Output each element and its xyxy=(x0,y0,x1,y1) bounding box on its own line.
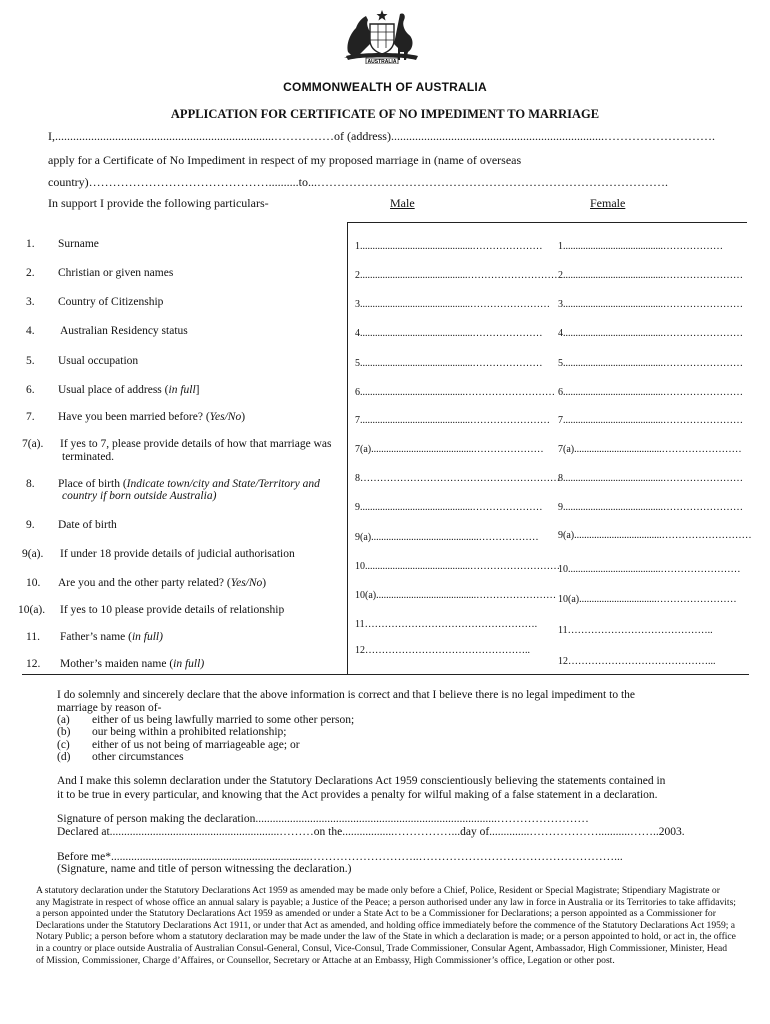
declaration-text: I do solemnly and sincerely declare that the above information is correct and that I believe there is no legal impediment to the xyxy=(57,689,635,701)
male-field[interactable]: 10(a)........................................…………………… xyxy=(355,590,557,601)
question-number: 4. xyxy=(26,325,35,337)
table-divider-top xyxy=(347,222,747,223)
male-field[interactable]: 12………………………………………….. xyxy=(355,645,530,656)
male-field[interactable]: 2...........................................……………………… xyxy=(355,270,558,281)
declaration-item-text: either of us being lawfully married to some other person; xyxy=(92,714,355,726)
question-label-cont: country if born outside Australia) xyxy=(62,490,217,502)
female-field[interactable]: 7(a)...................................…………………… xyxy=(558,444,742,455)
declaration-text-cont: marriage by reason of- xyxy=(57,702,162,714)
intro-line-name-address[interactable]: I,.........................................................................……………of (address).......................................................................………………………. xyxy=(48,129,715,143)
male-field[interactable]: 1.............................................………………… xyxy=(355,241,543,252)
witness-note: (Signature, name and title of person witnessing the declaration.) xyxy=(57,863,352,875)
female-field[interactable]: 5........................................…………………… xyxy=(558,358,743,369)
question-number: 6. xyxy=(26,384,35,396)
question-label: Surname xyxy=(58,238,99,250)
female-field[interactable]: 7........................................…………………… xyxy=(558,415,743,426)
question-label: Country of Citizenship xyxy=(58,296,164,308)
female-field[interactable]: 10(a)...............................…………………… xyxy=(558,594,737,605)
declaration-item-label: (c) xyxy=(57,739,70,751)
female-field[interactable]: 2........................................…………………… xyxy=(558,270,743,281)
table-divider-bottom xyxy=(22,674,749,675)
org-heading: COMMONWEALTH OF AUSTRALIA xyxy=(283,80,487,94)
question-number: 10(a). xyxy=(18,604,46,616)
female-field[interactable]: 10.....................................…………………… xyxy=(558,564,741,575)
form-title: APPLICATION FOR CERTIFICATE OF NO IMPEDIMENT TO MARRIAGE xyxy=(170,107,600,121)
female-field[interactable]: 12……………………………………... xyxy=(558,656,716,667)
question-number: 7(a). xyxy=(22,438,44,450)
declaration-item-text: other circumstances xyxy=(92,751,184,763)
witness-line[interactable]: Before me*.....................................................................………………………..……………………………………………... xyxy=(57,851,623,863)
coat-of-arms-icon xyxy=(340,8,424,64)
statutory-footnote: A statutory declaration under the Statutory Declarations Act 1959 as amended may be made only before a Chief, Police, Resident or Special Magistrate; Stipendiary Magistrate or any Magistrate in respect of whose office an annual salary is payable; a Justice of the Peace; a person authorised under any law in force in Australia or its Territories to take affidavits; a person appointed under the Statutory Declarations Act 1959 as amended or under a State Act to be a Commissioner for Declarations; a person appointed as a Commissioner for Declarations under the Statutory Declarations Act 1911, or under that Act as amended, and holding office immediately before the commence of the Statutory Declarations Act 1959; a Notary Public; a person before whom a statutory declaration may be made under the law of the State in which a declaration is made; or a person appointed to hold, or act in, the office in a country or place outside Australia of Australian Consul-General, Consul, Vice-Consul, Trade Commissioner, Consular Agent, Ambassador, High Commissioner, Minister, Head of Mission, Commissioner, Charge d’Affaires, or Counsellor, Secretary or Attache at an Embassy, High Commissioner’s office, Legation or other post. xyxy=(36,885,736,966)
male-field[interactable]: 11……………………………………………. xyxy=(355,619,538,630)
question-label: Place of birth (Indicate town/city and State/Territory and xyxy=(58,478,320,490)
female-column-header: Female xyxy=(590,196,626,210)
declaration-item-text: our being within a prohibited relationship; xyxy=(92,726,287,738)
female-field[interactable]: 3........................................…………………… xyxy=(558,299,743,310)
male-field[interactable]: 6..........................................……………………… xyxy=(355,387,555,398)
solemn-declaration-text-cont: it to be true in every particular, and knowing that the Act provides a penalty for wilful making of a false statement in a declaration. xyxy=(57,789,658,801)
male-field[interactable]: 9.............................................………………… xyxy=(355,502,543,513)
question-label: Father’s name (in full) xyxy=(60,631,163,643)
signature-line[interactable]: Signature of person making the declaration....................................................................................…………………… xyxy=(57,813,589,825)
intro-line-support: In support I provide the following particulars- xyxy=(48,196,269,210)
question-number: 10. xyxy=(26,577,41,589)
question-number: 1. xyxy=(26,238,35,250)
declaration-item-label: (b) xyxy=(57,726,71,738)
question-number: 8. xyxy=(26,478,35,490)
crest-scroll-label: AUSTRALIA xyxy=(367,59,397,64)
declared-at-line[interactable]: Declared at...........................................................………on the..................……………...day of..............………………...........……..2003. xyxy=(57,826,685,838)
question-label: Australian Residency status xyxy=(60,325,188,337)
question-number: 11. xyxy=(26,631,40,643)
question-label: Usual occupation xyxy=(58,355,139,367)
question-label: Usual place of address (in full] xyxy=(58,384,200,396)
female-field[interactable]: 9(a)...................................……………………… xyxy=(558,530,752,541)
male-field[interactable]: 7............................................…………………… xyxy=(355,415,550,426)
male-field[interactable]: 5.............................................………………… xyxy=(355,358,543,369)
question-label: If yes to 10 please provide details of relationship xyxy=(60,604,285,616)
male-column-header: Male xyxy=(390,196,415,210)
question-number: 9(a). xyxy=(22,548,44,560)
female-field[interactable]: 4........................................…………………… xyxy=(558,328,743,339)
question-number: 9. xyxy=(26,519,35,531)
question-label: Are you and the other party related? (Yes/No) xyxy=(58,577,267,589)
female-field[interactable]: 9........................................…………………… xyxy=(558,502,743,513)
declaration-item-label: (a) xyxy=(57,714,70,726)
question-number: 2. xyxy=(26,267,35,279)
question-label: Have you been married before? (Yes/No) xyxy=(58,411,246,423)
female-field[interactable]: 6........................................…………………… xyxy=(558,387,743,398)
male-field[interactable]: 4.............................................………………… xyxy=(355,328,543,339)
question-label: Mother’s maiden name (in full) xyxy=(60,658,205,670)
question-label: If under 18 provide details of judicial authorisation xyxy=(60,548,295,560)
question-label-cont: terminated. xyxy=(62,451,115,463)
male-field[interactable]: 8…………………………………………………… xyxy=(355,473,560,484)
intro-line-apply: apply for a Certificate of No Impediment in respect of my proposed marriage in (name of overseas xyxy=(48,153,522,167)
question-number: 12. xyxy=(26,658,41,670)
female-field[interactable]: 1........................................……………… xyxy=(558,241,723,252)
intro-line-country[interactable]: country)………………………………………..........to...……………………………………………………………………………. xyxy=(48,175,668,189)
declaration-item-text: either of us not being of marriageable age; or xyxy=(92,739,300,751)
question-number: 5. xyxy=(26,355,35,367)
male-field[interactable]: 9(a)...........................................……………… xyxy=(355,532,539,543)
declaration-item-label: (d) xyxy=(57,751,71,763)
question-number: 3. xyxy=(26,296,35,308)
male-field[interactable]: 7(a).........................................………………… xyxy=(355,444,544,455)
question-number: 7. xyxy=(26,411,35,423)
table-divider-vertical xyxy=(347,222,348,674)
question-label: If yes to 7, please provide details of how that marriage was xyxy=(60,438,332,450)
female-field[interactable]: 11…………………………………….. xyxy=(558,625,713,636)
question-label: Date of birth xyxy=(58,519,117,531)
question-label: Christian or given names xyxy=(58,267,174,279)
solemn-declaration-text: And I make this solemn declaration under the Statutory Declarations Act 1959 conscientiously believing the statements contained in xyxy=(57,775,666,787)
male-field[interactable]: 10..........................................……………………… xyxy=(355,561,560,572)
male-field[interactable]: 3............................................…………………… xyxy=(355,299,550,310)
female-field[interactable]: 8........................................…………………… xyxy=(558,473,743,484)
